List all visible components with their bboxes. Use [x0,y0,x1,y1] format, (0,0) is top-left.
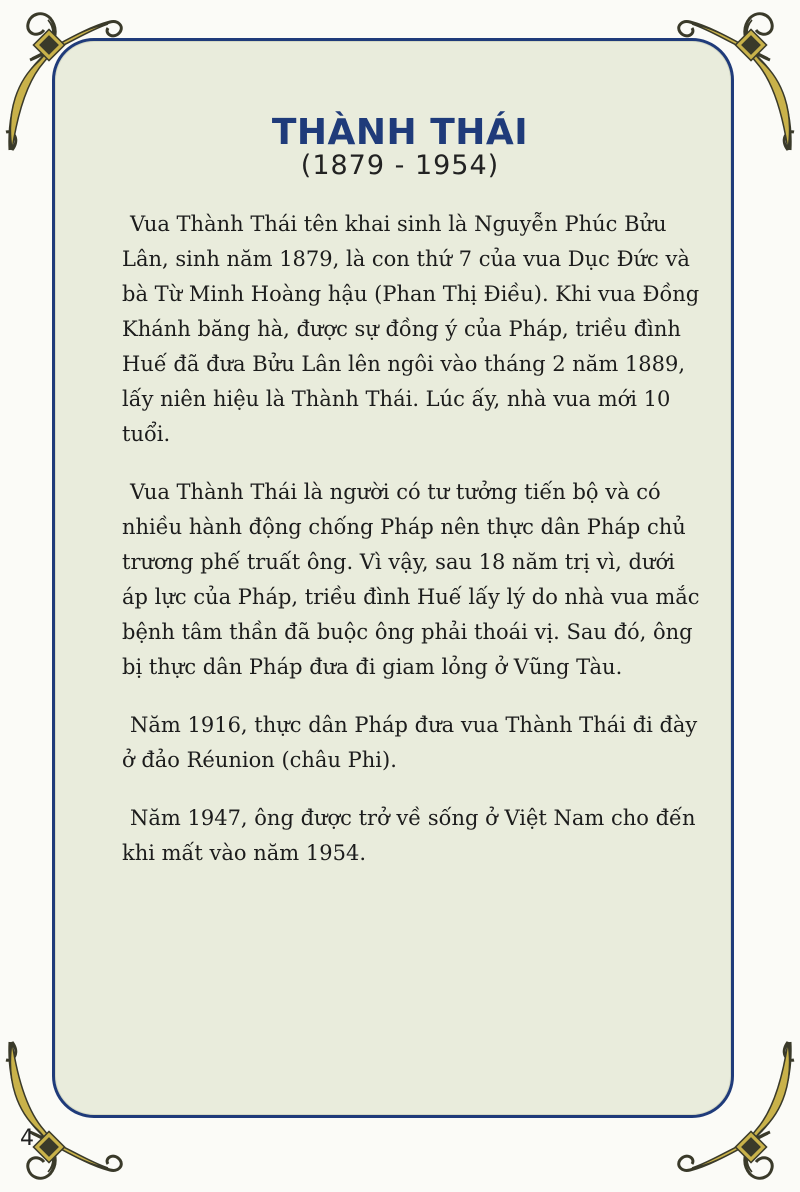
page-number: 4 [20,1126,34,1151]
corner-ornament-icon [0,1022,130,1192]
paragraph: Vua Thành Thái tên khai sinh là Nguyễn Phúc Bửu Lân, sinh năm 1879, là con thứ 7 của vua Dục Đức và bà Từ Minh Hoàng hậu (Phan Thị Điều). Khi vua Đồng Khánh băng hà, được sự đồng ý của Pháp, triều đình Huế đã đưa Bửu Lân lên ngôi vào tháng 2 năm 1889, lấy niên hiệu là Thành Thái. Lúc ấy, nhà vua mới 10 tuổi. [122,212,700,446]
paragraph: Năm 1947, ông được trở về sống ở Việt Nam cho đến khi mất vào năm 1954. [122,806,696,865]
page-title: THÀNH THÁI [271,112,529,153]
page-subtitle-years: (1879 - 1954) [300,150,500,181]
paragraph: Năm 1916, thực dân Pháp đưa vua Thành Thái đi đày ở đảo Réunion (châu Phi). [122,713,698,772]
paragraph: Vua Thành Thái là người có tư tưởng tiến bộ và có nhiều hành động chống Pháp nên thực dân Pháp chủ trương phế truất ông. Vì vậy, sau 18 năm trị vì, dưới áp lực của Pháp, triều đình Huế lấy lý do nhà vua mắc bệnh tâm thần đã buộc ông phải thoái vị. Sau đó, ông bị thực dân Pháp đưa đi giam lỏng ở Vũng Tàu. [122,480,700,679]
body-text [122,207,702,894]
corner-ornament-icon [670,1022,800,1192]
